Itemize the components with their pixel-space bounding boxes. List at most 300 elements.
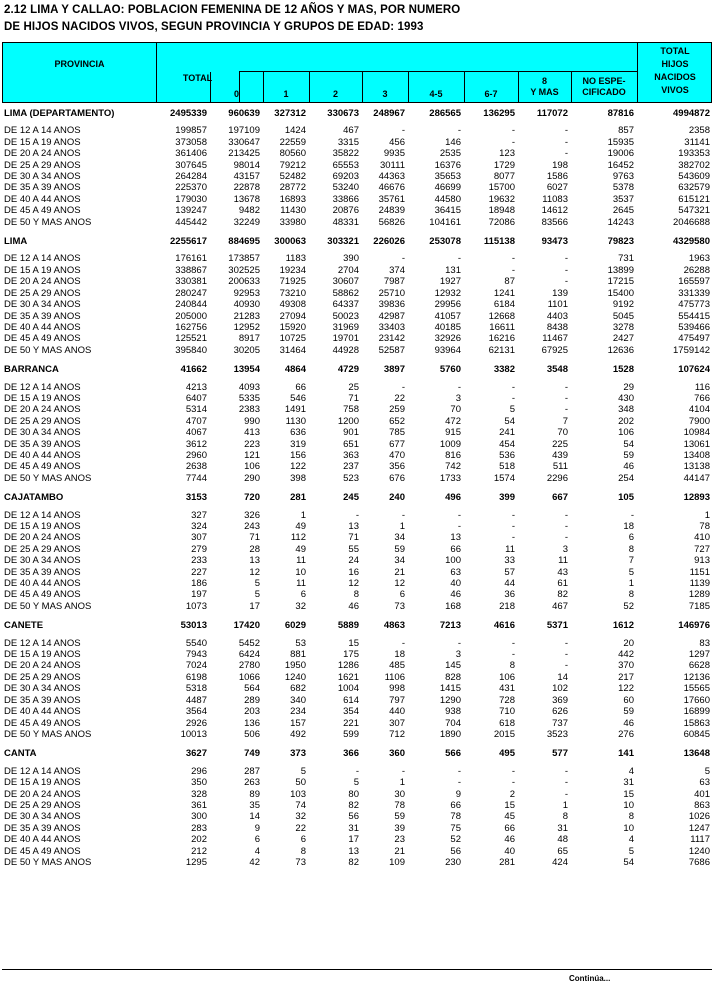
table-cell: - — [511, 125, 515, 137]
table-cell: 350 — [191, 777, 207, 789]
table-cell: 21 — [394, 845, 405, 857]
table-cell: 203 — [244, 706, 260, 718]
table-bottom-rule — [2, 969, 712, 970]
table-cell: 998 — [389, 683, 405, 695]
table-cell: 63 — [699, 777, 710, 789]
table-cell: 1241 — [493, 287, 515, 299]
table-cell: 12 — [249, 566, 260, 578]
table-cell: 1286 — [337, 660, 359, 672]
table-cell: 9482 — [238, 205, 260, 217]
age-group-label: DE 45 A 49 ANOS — [4, 589, 81, 601]
table-cell: 139 — [552, 287, 568, 299]
table-row — [2, 276, 712, 287]
table-cell: 78 — [450, 811, 461, 823]
table-cell: 7024 — [185, 660, 207, 672]
age-group-label: DE 25 A 29 ANOS — [4, 287, 81, 299]
table-cell: 13061 — [683, 438, 710, 450]
table-cell: 66 — [295, 381, 306, 393]
table-cell: 58862 — [332, 287, 359, 299]
table-cell: 157 — [290, 717, 306, 729]
table-cell: 202 — [191, 834, 207, 846]
table-cell: 8 — [300, 845, 306, 857]
table-cell: 11 — [558, 555, 568, 567]
age-group-label: DE 35 A 39 ANOS — [4, 310, 81, 322]
age-group-label: DE 35 A 39 ANOS — [4, 182, 81, 194]
table-row — [2, 288, 712, 299]
table-cell: - — [457, 381, 461, 393]
table-cell: 1586 — [546, 171, 568, 183]
section-name: BARRANCA — [4, 364, 59, 376]
table-cell: 8 — [353, 589, 359, 601]
table-cell: 1950 — [284, 660, 306, 672]
table-cell: 401 — [694, 788, 710, 800]
table-cell: 34 — [394, 532, 405, 544]
table-cell: 173857 — [228, 253, 260, 265]
age-group-label: DE 12 A 14 ANOS — [4, 253, 81, 265]
table-cell: 31 — [348, 822, 359, 834]
table-row — [2, 160, 712, 171]
table-cell: 11083 — [542, 193, 568, 205]
table-cell: 3564 — [185, 706, 207, 718]
table-cell: 109 — [389, 856, 405, 868]
table-cell: 73 — [295, 856, 306, 868]
table-cell: 20876 — [332, 205, 359, 217]
table-cell: 395840 — [175, 344, 207, 356]
age-group-label: DE 50 Y MAS ANOS — [4, 344, 92, 356]
table-cell: 506 — [244, 728, 260, 740]
table-cell: 10 — [623, 799, 634, 811]
table-cell: 32 — [295, 600, 306, 612]
table-cell: - — [457, 253, 461, 265]
table-cell: 29 — [623, 381, 634, 393]
table-cell: 237 — [343, 461, 359, 473]
table-cell: 48 — [557, 834, 568, 846]
table-cell: 539466 — [678, 321, 710, 333]
table-cell: - — [401, 381, 405, 393]
table-cell: 13 — [249, 555, 260, 567]
table-cell: 7686 — [688, 856, 710, 868]
table-row — [2, 450, 712, 461]
table-cell: 44928 — [332, 344, 359, 356]
table-cell: 439 — [552, 449, 568, 461]
age-group-label: DE 15 A 19 ANOS — [4, 649, 81, 661]
table-cell: 2495339 — [170, 108, 207, 119]
table-cell: 11 — [505, 543, 515, 555]
table-cell: 65 — [557, 845, 568, 857]
table-cell: 1130 — [285, 415, 306, 427]
age-group-label: DE 20 A 24 ANOS — [4, 404, 81, 416]
table-cell: 13678 — [233, 193, 260, 205]
table-cell: 175 — [343, 649, 359, 661]
table-cell: 243 — [244, 521, 260, 532]
table-cell: 5889 — [337, 620, 359, 632]
table-row — [2, 439, 712, 450]
table-cell: 5760 — [439, 364, 461, 376]
table-cell: 46 — [450, 589, 461, 601]
table-cell: 28 — [249, 543, 260, 555]
table-cell: - — [564, 264, 568, 276]
table-cell: 226026 — [373, 236, 405, 248]
table-cell: 5318 — [185, 683, 207, 695]
table-cell: 40185 — [434, 321, 461, 333]
table-cell: - — [457, 521, 461, 532]
table-cell: 16 — [348, 566, 359, 578]
table-row — [2, 194, 712, 205]
table-row — [2, 823, 712, 834]
table-cell: 445442 — [175, 216, 207, 228]
table-cell: 302525 — [228, 264, 260, 276]
table-cell: 373058 — [175, 136, 207, 148]
age-group-label: DE 12 A 14 ANOS — [4, 765, 81, 777]
table-cell: - — [355, 765, 359, 777]
table-cell: 12952 — [233, 321, 260, 333]
table-cell: 33 — [504, 555, 515, 567]
table-cell: 225 — [552, 438, 568, 450]
table-cell: 83566 — [541, 216, 568, 228]
section-spacer — [2, 356, 712, 364]
age-group-label: DE 30 A 34 ANOS — [4, 811, 81, 823]
table-cell: 44147 — [683, 472, 710, 484]
table-cell: 49 — [295, 521, 306, 532]
age-group-label: DE 25 A 29 ANOS — [4, 543, 81, 555]
table-cell: 281 — [290, 492, 306, 504]
table-cell: 10984 — [683, 427, 710, 439]
section-name: CANTA — [4, 748, 37, 760]
table-cell: 467 — [552, 600, 568, 612]
table-cell: 4729 — [337, 364, 359, 376]
table-cell: 547321 — [678, 205, 710, 217]
age-group-label: DE 12 A 14 ANOS — [4, 509, 81, 521]
table-cell: 49308 — [279, 299, 306, 311]
table-row — [2, 404, 712, 415]
age-group-label: DE 40 A 44 ANOS — [4, 449, 81, 461]
table-cell: 742 — [445, 461, 461, 473]
table-cell: 73 — [394, 600, 405, 612]
table-cell: 176161 — [175, 253, 207, 265]
table-cell: 54 — [623, 856, 634, 868]
table-cell: 300 — [191, 811, 207, 823]
table-cell: 66 — [504, 822, 515, 834]
table-cell: 5 — [300, 765, 306, 777]
table-cell: 338867 — [175, 264, 207, 276]
table-cell: 881 — [290, 649, 306, 661]
table-cell: 45 — [504, 811, 515, 823]
table-cell: 3 — [455, 392, 461, 404]
table-cell: 15920 — [279, 321, 306, 333]
table-cell: 1729 — [493, 159, 515, 171]
table-cell: 24 — [348, 555, 359, 567]
age-group-label: DE 25 A 29 ANOS — [4, 671, 81, 683]
table-cell: 6628 — [688, 660, 710, 672]
table-cell: 1 — [399, 521, 405, 532]
table-cell: 4707 — [185, 415, 207, 427]
table-cell: 1151 — [689, 566, 710, 578]
table-cell: 42987 — [378, 310, 405, 322]
table-cell: 2926 — [185, 717, 207, 729]
age-group-label: DE 40 A 44 ANOS — [4, 578, 81, 590]
table-cell: 145 — [445, 660, 461, 672]
header-col-4-5: 4-5 — [429, 89, 443, 99]
table-cell: 53240 — [332, 182, 359, 194]
table-cell: 63 — [450, 566, 461, 578]
header-hijos-line1: TOTAL — [660, 46, 690, 56]
age-group-label: DE 30 A 34 ANOS — [4, 299, 81, 311]
table-cell: 731 — [618, 253, 634, 265]
table-cell: 248967 — [373, 108, 405, 119]
table-cell: 30111 — [379, 159, 405, 171]
table-cell: 15565 — [683, 683, 710, 695]
continua-note: Continúa... — [569, 974, 611, 983]
table-cell: 15700 — [488, 182, 515, 194]
table-row — [2, 660, 712, 671]
table-cell: 12893 — [683, 492, 710, 504]
table-cell: - — [511, 509, 515, 521]
table-cell: - — [564, 521, 568, 532]
section-spacer — [2, 228, 712, 236]
table-cell: 32 — [295, 811, 306, 823]
table-cell: 14243 — [607, 216, 634, 228]
table-cell: 122 — [290, 461, 306, 473]
age-group-label: DE 40 A 44 ANOS — [4, 193, 81, 205]
table-cell: 162756 — [175, 321, 207, 333]
table-cell: 59 — [623, 449, 634, 461]
table-cell: 54 — [504, 415, 515, 427]
table-cell: 326 — [244, 509, 260, 521]
table-row — [2, 333, 712, 344]
table-cell: 9 — [455, 788, 461, 800]
table-cell: 24839 — [378, 205, 405, 217]
table-cell: 43157 — [233, 171, 260, 183]
age-group-label: DE 40 A 44 ANOS — [4, 834, 81, 846]
table-cell: 6 — [300, 589, 306, 601]
table-cell: 19632 — [488, 193, 515, 205]
table-cell: 50023 — [332, 310, 359, 322]
table-cell: - — [564, 125, 568, 137]
table-cell: 307645 — [175, 159, 207, 171]
table-cell: 10725 — [279, 333, 306, 345]
table-row — [2, 706, 712, 717]
header-col-2: 2 — [332, 89, 338, 99]
table-cell: 1574 — [493, 472, 515, 484]
table-row — [2, 857, 712, 868]
table-cell: 283 — [191, 822, 207, 834]
table-row — [2, 601, 712, 612]
table-cell: 5314 — [185, 404, 207, 416]
table-cell: 485 — [389, 660, 405, 672]
table-cell: 710 — [499, 706, 515, 718]
table-cell: 4 — [628, 765, 634, 777]
table-row — [2, 578, 712, 589]
table-cell: 5 — [353, 777, 359, 789]
table-cell: 2535 — [439, 148, 461, 160]
table-cell: - — [457, 777, 461, 789]
table-row — [2, 672, 712, 683]
table-cell: 636 — [290, 427, 306, 439]
table-cell: 7185 — [688, 600, 710, 612]
table-cell: 10 — [295, 566, 306, 578]
table-cell: 938 — [445, 706, 461, 718]
age-group-label: DE 45 A 49 ANOS — [4, 205, 81, 217]
table-cell: 2015 — [493, 728, 515, 740]
table-cell: 382702 — [678, 159, 710, 171]
table-cell: 618 — [499, 717, 515, 729]
table-cell: 25 — [348, 381, 359, 393]
table-cell: - — [564, 637, 568, 649]
header-col-1: 1 — [283, 89, 289, 99]
table-cell: 11430 — [280, 205, 306, 217]
table-cell: 18948 — [488, 205, 515, 217]
table-cell: 9763 — [612, 171, 634, 183]
table-cell: 92953 — [233, 287, 260, 299]
table-cell: 241 — [499, 427, 515, 439]
table-cell: 360 — [389, 748, 405, 760]
table-cell: 22 — [295, 822, 306, 834]
table-cell: 5540 — [185, 637, 207, 649]
table-cell: 374 — [389, 264, 405, 276]
table-cell: 11 — [296, 578, 306, 590]
table-cell: - — [564, 253, 568, 265]
table-cell: 32249 — [233, 216, 260, 228]
table-cell: 8917 — [238, 333, 260, 345]
table-cell: 56 — [450, 845, 461, 857]
table-cell: 475773 — [678, 299, 710, 311]
table-cell: 564 — [244, 683, 260, 695]
table-cell: 107624 — [678, 364, 710, 376]
table-cell: - — [564, 392, 568, 404]
table-cell: 366 — [343, 748, 359, 760]
table-cell: 828 — [445, 671, 461, 683]
table-cell: 816 — [445, 449, 461, 461]
table-cell: 1290 — [439, 694, 461, 706]
age-group-label: DE 50 Y MAS ANOS — [4, 472, 92, 484]
table-cell: 554415 — [678, 310, 710, 322]
table-cell: 35653 — [434, 171, 461, 183]
table-cell: 245 — [343, 492, 359, 504]
table-cell: - — [564, 765, 568, 777]
table-cell: 93964 — [434, 344, 461, 356]
table-cell: 31969 — [332, 321, 359, 333]
table-cell: 276 — [618, 728, 634, 740]
table-cell: 33403 — [378, 321, 405, 333]
section-spacer — [2, 612, 712, 620]
table-cell: 34 — [394, 555, 405, 567]
table-cell: 2645 — [612, 205, 634, 217]
table-cell: 30205 — [233, 344, 260, 356]
table-cell: 100 — [445, 555, 461, 567]
table-cell: 61 — [557, 578, 568, 590]
table-cell: 4864 — [284, 364, 306, 376]
table-row — [2, 683, 712, 694]
table-cell: - — [511, 649, 515, 661]
table-cell: - — [564, 777, 568, 789]
table-cell: 8 — [628, 589, 634, 601]
table-cell: 785 — [389, 427, 405, 439]
table-cell: 87816 — [607, 108, 634, 119]
table-cell: 82 — [348, 799, 359, 811]
table-cell: - — [564, 788, 568, 800]
table-cell: 44580 — [434, 193, 461, 205]
table-cell: 3897 — [383, 364, 405, 376]
table-cell: - — [564, 381, 568, 393]
table-cell: 8438 — [546, 321, 568, 333]
table-cell: 7 — [562, 415, 568, 427]
section-spacer — [2, 740, 712, 748]
table-cell: 19006 — [607, 148, 634, 160]
section-name: LIMA — [4, 236, 28, 248]
table-cell: 1247 — [688, 822, 710, 834]
table-cell: 32926 — [434, 333, 461, 345]
table-cell: 913 — [694, 555, 710, 567]
table-cell: 632579 — [678, 182, 710, 194]
age-group-label: DE 20 A 24 ANOS — [4, 532, 81, 544]
table-cell: 240 — [389, 492, 405, 504]
table-cell: - — [511, 637, 515, 649]
table-cell: 36 — [504, 589, 515, 601]
table-cell: 52 — [623, 600, 634, 612]
age-group-label: DE 15 A 19 ANOS — [4, 264, 81, 276]
table-cell: - — [457, 125, 461, 137]
table-cell: - — [564, 509, 568, 521]
table-cell: 48331 — [332, 216, 359, 228]
table-cell: 17660 — [683, 694, 710, 706]
table-row — [2, 148, 712, 159]
table-cell: - — [511, 521, 515, 532]
table-cell: - — [511, 253, 515, 265]
table-cell: 566 — [445, 748, 461, 760]
table-cell: 71 — [348, 532, 359, 544]
table-cell: 348 — [618, 404, 634, 416]
table-cell: 136295 — [483, 108, 515, 119]
table-cell: 2960 — [185, 449, 207, 461]
age-group-label: DE 20 A 24 ANOS — [4, 660, 81, 672]
table-row — [2, 532, 712, 543]
table-cell: 361 — [191, 799, 207, 811]
table-cell: 35822 — [332, 148, 359, 160]
table-cell: 280247 — [175, 287, 207, 299]
table-cell: 3 — [562, 543, 568, 555]
table-row — [2, 182, 712, 193]
table-cell: 857 — [618, 125, 634, 137]
table-cell: 5 — [704, 765, 710, 777]
table-cell: 87 — [504, 276, 515, 288]
table-cell: 39 — [394, 822, 405, 834]
table-cell: 46 — [623, 717, 634, 729]
table-cell: 523 — [343, 472, 359, 484]
table-cell: 31 — [557, 822, 568, 834]
table-row — [2, 416, 712, 427]
table-cell: 59 — [394, 811, 405, 823]
table-cell: 202 — [618, 415, 634, 427]
table-row — [2, 427, 712, 438]
table-cell: 430 — [618, 392, 634, 404]
table-cell: 667 — [552, 492, 568, 504]
table-cell: 117072 — [536, 108, 568, 119]
age-group-label: DE 30 A 34 ANOS — [4, 683, 81, 695]
table-row — [2, 322, 712, 333]
table-cell: 112 — [290, 532, 306, 544]
table-cell: - — [630, 509, 634, 521]
table-cell: 1 — [628, 578, 634, 590]
table-cell: 200633 — [228, 276, 260, 288]
table-cell: 472 — [445, 415, 461, 427]
age-group-label: DE 50 Y MAS ANOS — [4, 216, 92, 228]
table-cell: 2638 — [185, 461, 207, 473]
table-cell: 62131 — [488, 344, 515, 356]
table-cell: 66 — [450, 543, 461, 555]
table-cell: 296 — [191, 765, 207, 777]
table-cell: 682 — [290, 683, 306, 695]
table-cell: 14 — [557, 671, 568, 683]
